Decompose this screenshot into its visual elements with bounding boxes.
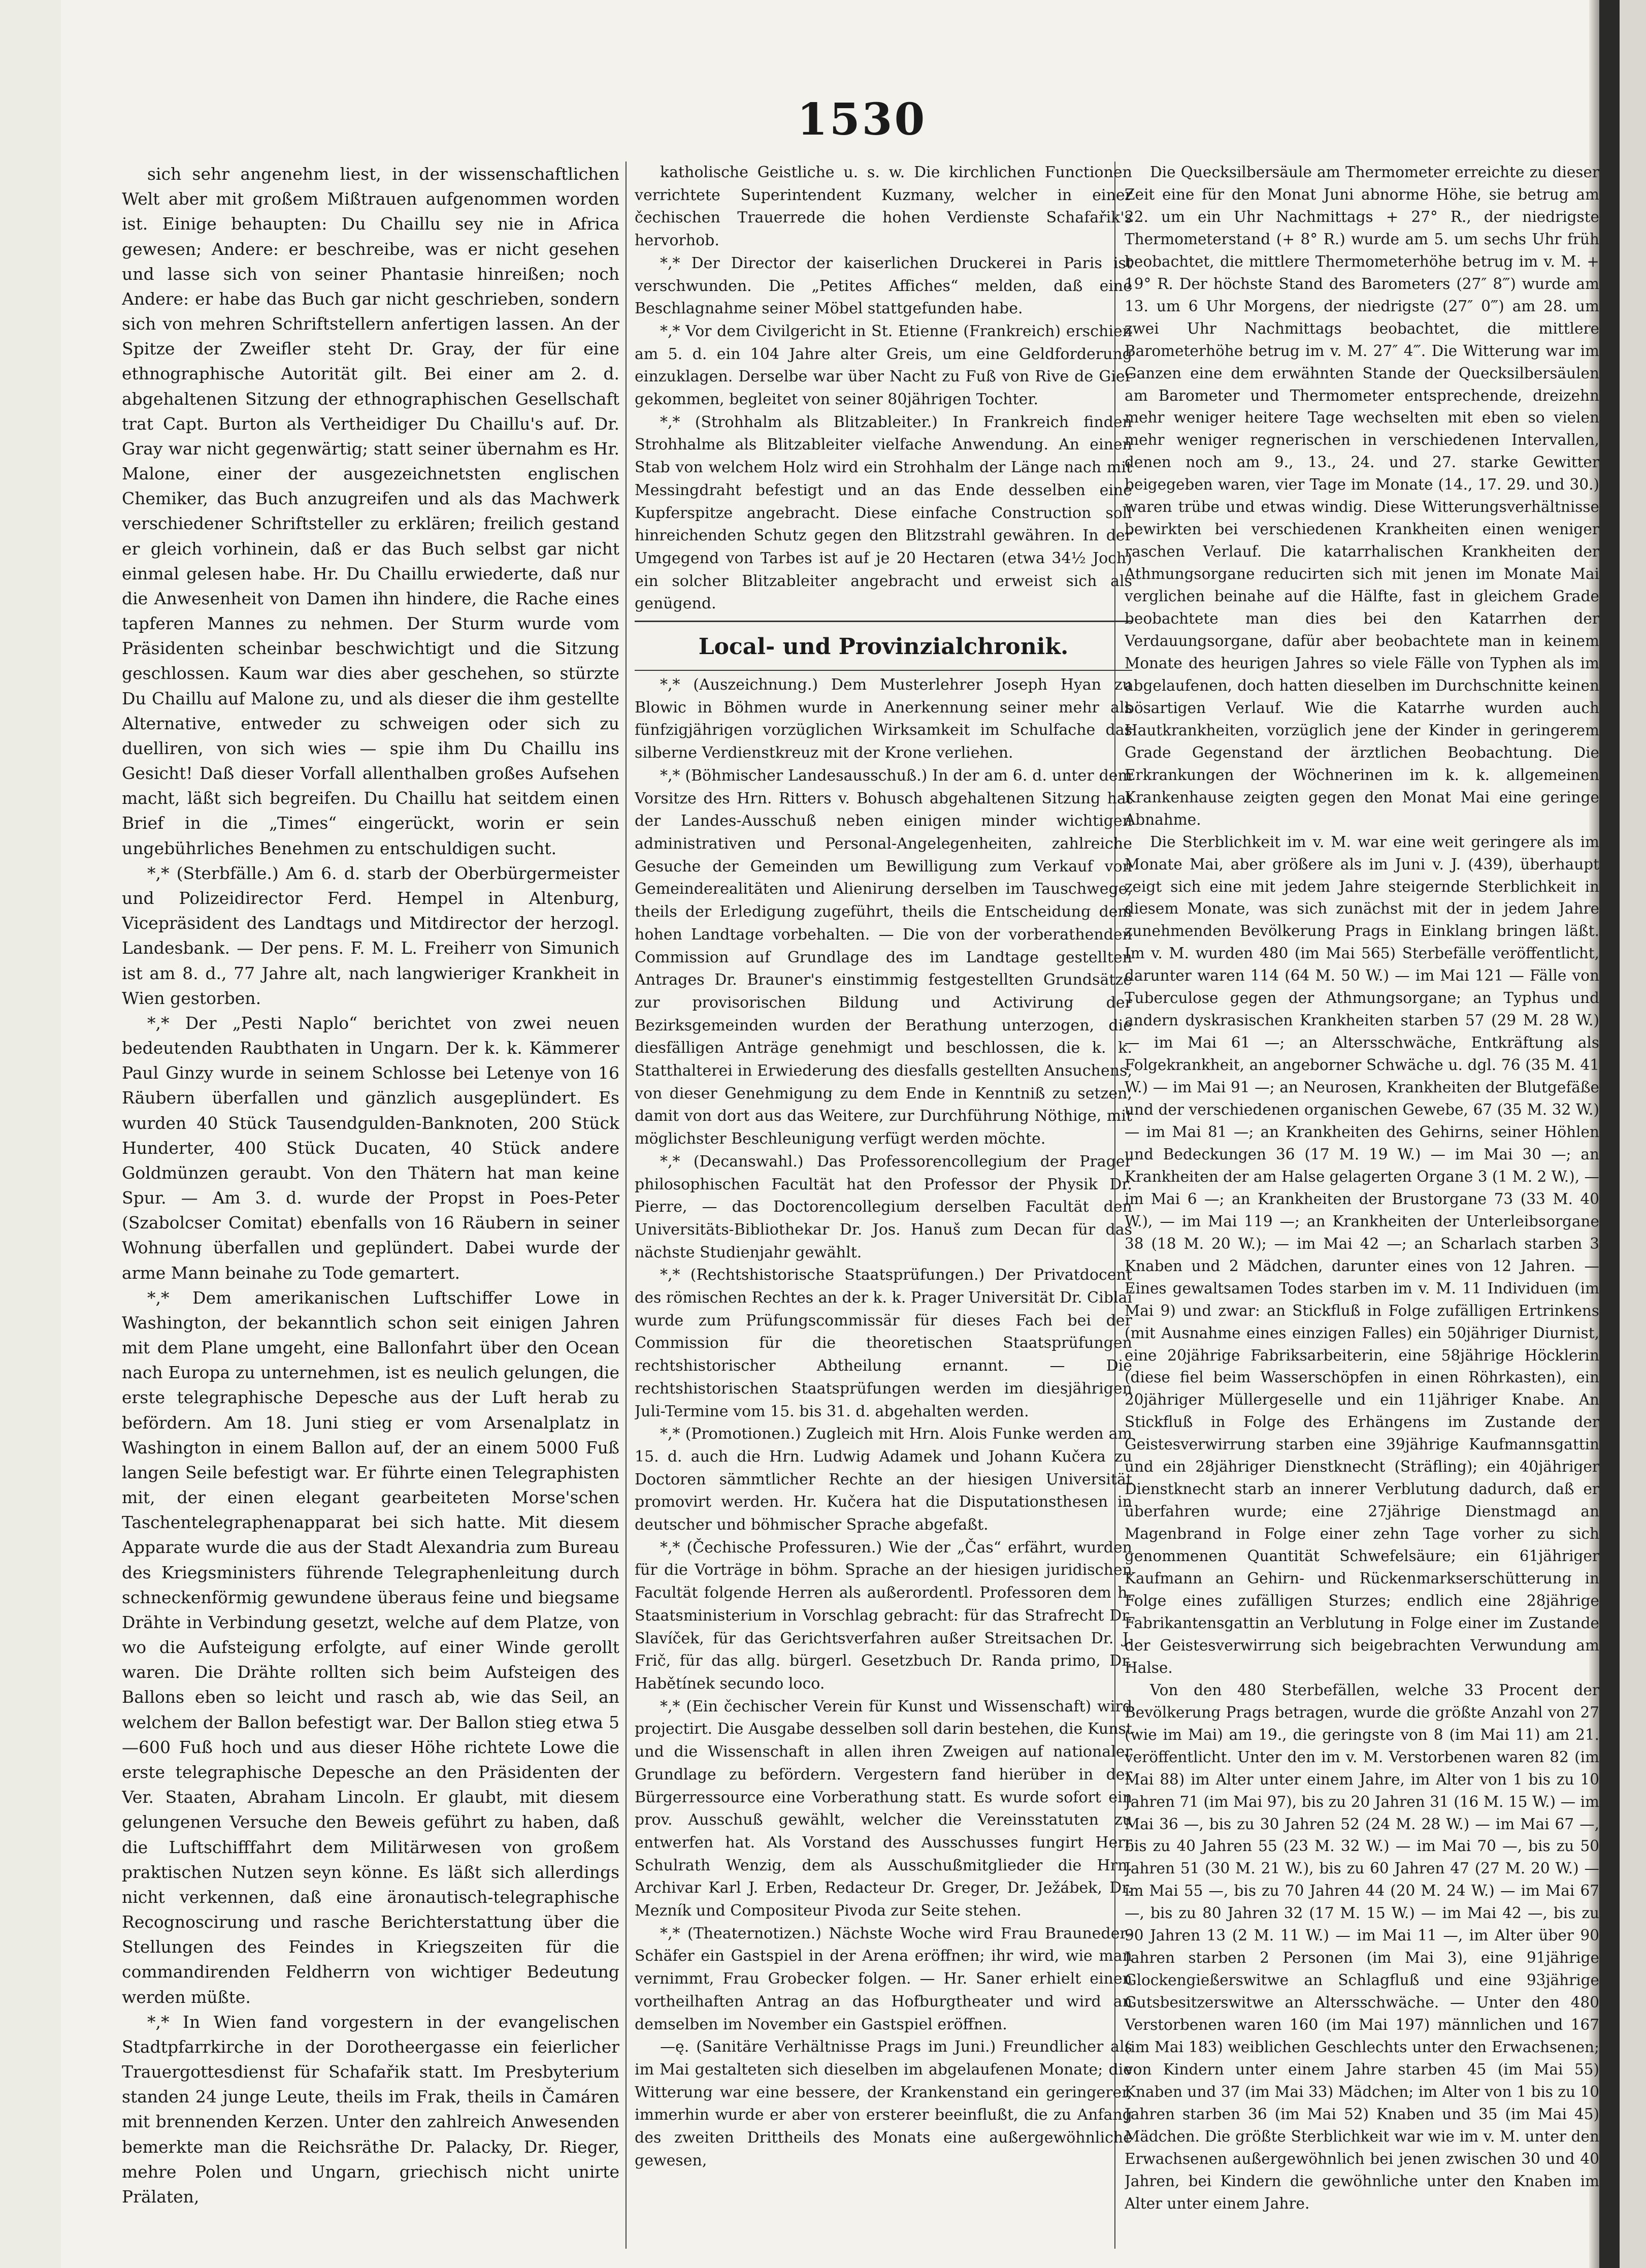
paragraph: Die Sterblichkeit im v. M. war eine weit geringere als im Monate Mai, aber größere als im Juni v. J. (439), überhaupt zeigt sich eine mit jedem Jahre steigernde Sterblichkeit in diesem Monate, was sich zunächst mit der in jedem Jahre zunehmenden Bevölkerung Prags in Einklang bringen läßt. Im v. M. wurden 480 (im Mai 565) Sterbefälle veröffentlicht, darunter waren 114 (64 M. 50 W.) — im Mai 121 — Fälle von Tuberculose gegen der Athmungsorgane; an Typhus und andern dyskrasischen Krankheiten starben 57 (29 M. 28 W.) — im Mai 61 —; an Altersschwäche, Entkräftung als Folgekrankheit, an angeborner Schwäche u. dgl. 76 (35 M. 41 W.) — im Mai 91 —; an Neurosen, Krankheiten der Blutgefäße und der verschiedenen organischen Gewebe, 67 (35 M. 32 W.) — im Mai 81 —; an Krankheiten des Gehirns, seiner Höhlen und Bedeckungen 36 (17 M. 19 W.) — im Mai 30 —; an Krankheiten der am Halse gelagerten Organe 3 (1 M. 2 W.), — im Mai 6 —; an Krankheiten der Brustorgane 73 (33 M. 40 W.), — im Mai 119 —; an Krankheiten der Unterleibsorgane 38 (18 M. 20 W.); — im Mai 42 —; an Scharlach starben 3 Knaben und 2 Mädchen, darunter eines von 12 Jahren. — Eines gewaltsamen Todes starben im v. M. 11 Individuen (im Mai 9) und zwar: an Stickfluß in Folge zufälligen Ertrinkens (mit Ausnahme eines einzigen Falles) ein 50jähriger Diurnist, eine 20jährige Fabriksarbeiterin, eine 58jährige Höcklerin (diese fiel beim Wasserschöpfen in einen Röhrkasten), ein 20jähriger Müllergeselle und ein 11jähriger Knabe. An Stickfluß in Folge des Erhängens im Zustande der Geistesverwirrung starben eine 39jährige Kaufmannsgattin und ein 28jähriger Dienstknecht (Sträfling); ein 40jähriger Dienstknecht starb an innerer Verblutung dadurch, daß er überfahren wurde; eine 27jährige Dienstmagd an Magenbrand in Folge einer zehn Tage vorher zu sich genommenen Quantität Schwefelsäure; ein 61jähriger Kaufmann an Gehirn- und Rückenmarkserschütterung in Folge eines zufälligen Sturzes; endlich eine 28jährige Fabrikantensgattin an Verblutung in Folge einer im Zustande der Geistesverwirrung sich beigebrachten Verwundung am Halse. <box>1125 833 1599 1676</box>
paragraph: *,* Vor dem Civilgericht in St. Etienne (Frankreich) erschien am 5. d. ein 104 Jahre alter Greis, um eine Geldforderung einzuklagen. Derselbe war über Nacht zu Fuß von Rive de Gier gekommen, begleitet von seiner 80jährigen Tochter. <box>635 322 1132 409</box>
paragraph: *,* (Promotionen.) Zugleich mit Hrn. Alois Funke werden am 15. d. auch die Hrn. Ludwig Adamek und Johann Kučera zu Doctoren sämmtlicher Rechte an der hiesigen Universität promovirt werden. Hr. Kučera hat die Disputationsthesen in deutscher und böhmischer Sprache abgefaßt. <box>635 1425 1132 1534</box>
adjacent-page-edge <box>1620 0 1646 2268</box>
paragraph: *,* (Strohhalm als Blitzableiter.) In Frankreich finden Strohhalme als Blitzableiter vielfache Anwendung. An einen Stab von welchem Holz wird ein Strohhalm der Länge nach mit Messingdraht befestigt und an das Ende desselben eine Kupferspitze angebracht. Diese einfache Construction soll hinreichenden Schutz gegen den Blitzstrahl gewähren. In der Umgegend von Tarbes ist auf je 20 Hectaren (etwa 34½ Joch) ein solcher Blitzableiter angebracht und erweist sich als genügend. <box>635 413 1132 613</box>
paragraph: Von den 480 Sterbefällen, welche 33 Procent der Bevölkerung Prags betragen, wurde die größte Anzahl von 27 (wie im Mai) am 19., die geringste von 8 (im Mai 11) am 21. veröffentlicht. Unter den im v. M. Verstorbenen waren 82 (im Mai 88) im Alter unter einem Jahre, im Alter von 1 bis zu 10 Jahren 71 (im Mai 97), bis zu 20 Jahren 31 (16 M. 15 W.) — im Mai 36 —, bis zu 30 Jahren 52 (24 M. 28 W.) — im Mai 67 —, bis zu 40 Jahren 55 (23 M. 32 W.) — im Mai 70 —, bis zu 50 Jahren 51 (30 M. 21 W.), bis zu 60 Jahren 47 (27 M. 20 W.) — im Mai 55 —, bis zu 70 Jahren 44 (20 M. 24 W.) — im Mai 67 —, bis zu 80 Jahren 32 (17 M. 15 W.) — im Mai 42 —, bis zu 90 Jahren 13 (2 M. 11 W.) — im Mai 11 —, im Alter über 90 Jahren starben 2 Personen (im Mai 3), eine 91jährige Glockengießerswitwe an Schlagfluß und eine 93jährige Gutsbesitzerswitwe an Altersschwäche. — Unter den 480 Verstorbenen waren 160 (im Mai 197) männlichen und 167 (im Mai 183) weiblichen Geschlechts unter den Erwachsenen; von Kindern unter einem Jahre starben 45 (im Mai 55) Knaben und 37 (im Mai 33) Mädchen; im Alter von 1 bis zu 10 Jahren starben 36 (im Mai 52) Knaben und 35 (im Mai 45) Mädchen. Die größte Sterblichkeit war wie im v. M. unter den Erwachsenen außergewöhnlich bei jenen zwischen 30 und 40 Jahren, bei Kindern die gewöhnliche unter den Knaben im Alter unter einem Jahre. <box>1125 1681 1599 2212</box>
paragraph: katholische Geistliche u. s. w. Die kirchlichen Functionen verrichtete Superintendent Kuzmany, welcher in einer čechischen Trauerrede die hohen Verdienste Schafařik's hervorhob. <box>635 164 1132 250</box>
page-number: 1530 <box>797 94 927 145</box>
paragraph: *,* (Ein čechischer Verein für Kunst und Wissenschaft) wird projectirt. Die Ausgabe desselben soll darin bestehen, die Kunst und die Wissenschaft in allen ihren Zweigen auf nationaler Grundlage zu befördern. Vergestern fand hierüber in der Bürgerressource eine Vorberathung statt. Es wurde sofort ein prov. Ausschuß gewählt, welcher die Vereinsstatuten zu entwerfen hat. Als Vorstand des Ausschusses fungirt Herr Schulrath Wenzig, dem als Ausschußmitglieder die Hrn. Archivar Karl J. Erben, Redacteur Dr. Greger, Dr. Ježábek, Dr. Mezník und Compositeur Pivoda zur Seite stehen. <box>635 1697 1132 1920</box>
paragraph: sich sehr angenehm liest, in der wissenschaftlichen Welt aber mit großem Mißtrauen aufgenommen worden ist. Einige behaupten: Du Chaillu sey nie in Africa gewesen; Andere: er beschreibe, was er nicht gesehen und lasse sich von seiner Phantasie hinreißen; noch Andere: er habe das Buch gar nicht geschrieben, sondern sich von mehren Schriftstellern anfertigen lassen. An der Spitze der Zweifler steht Dr. Gray, der für eine ethnographische Autorität gilt. Bei einer am 2. d. abgehaltenen Sitzung der ethnographischen Gesellschaft trat Capt. Burton als Vertheidiger Du Chaillu's auf. Dr. Gray war nicht gegenwärtig; statt seiner übernahm es Hr. Malone, einer der ausgezeichnetsten englischen Chemiker, das Buch anzugreifen und als das Machwerk verschiedener Schriftsteller zu erklären; freilich gestand er gleich vorhinein, daß er das Buch selbst gar nicht einmal gelesen habe. Hr. Du Chaillu erwiederte, daß nur die Anwesenheit von Damen ihn hindere, die Rache eines tapferen Mannes zu nehmen. Der Sturm wurde vom Präsidenten scheinbar beschwichtigt und die Sitzung geschlossen. Kaum war dies aber geschehen, so stürzte Du Chaillu auf Malone zu, und als dieser die ihm gestellte Alternative, entweder zu schweigen oder sich zu duelliren, von sich wies — spie ihm Du Chaillu ins Gesicht! Daß dieser Vorfall allenthalben großes Aufsehen macht, läßt sich begreifen. Du Chaillu hat seitdem einen Brief in die „Times“ eingerückt, worin er sein ungebührliches Benehmen zu entschuldigen sucht. <box>122 164 619 858</box>
column-1 <box>122 161 619 2249</box>
paragraph: *,* (Auszeichnung.) Dem Musterlehrer Joseph Hyan zu Blowic in Böhmen wurde in Anerkennung seiner mehr als fünfzigjährigen vorzüglichen Wirksamkeit im Schulfache das silberne Verdienstkreuz mit der Krone verliehen. <box>635 676 1132 762</box>
paragraph: Die Quecksilbersäule am Thermometer erreichte zu dieser Zeit eine für den Monat Juni abnorme Höhe, sie betrug am 22. um ein Uhr Nachmittags + 27° R., der niedrigste Thermometerstand (+ 8° R.) wurde am 5. um sechs Uhr früh beobachtet, die mittlere Thermometerhöhe betrug im v. M. + 19° R. Der höchste Stand des Barometers (27″ 8‴) wurde am 13. um 6 Uhr Morgens, der niedrigste (27″ 0‴) am 28. um zwei Uhr Nachmittags beobachtet, die mittlere Barometerhöhe betrug im v. M. 27″ 4‴. Die Witterung war im Ganzen eine dem erwähnten Stande der Quecksilbersäulen am Barometer und Thermometer entsprechende, dreizehn mehr weniger heitere Tage wechselten mit eben so vielen mehr weniger regnerischen in verschiedenen Intervallen, denen noch am 9., 13., 24. und 27. starke Gewitter beigegeben waren, vier Tage im Monate (14., 17. 29. und 30.) waren trübe und etwas windig. Diese Witterungsverhältnisse bewirkten bei verschiedenen Krankheiten einen weniger raschen Verlauf. Die katarrhalischen Krankheiten der Athmungsorgane reducirten sich mit jenen im Monate Mai verglichen beinahe auf die Hälfte, fast in gleichem Grade beobachtete man dies bei den Katarrhen der Verdauungsorgane, dafür aber beobachtete man in keinem Monate des heurigen Jahres so viele Fälle von Typhen als im abgelaufenen, doch hatten dieselben im Durchschnitte keinen bösartigen Verlauf. Wie die Katarrhe wurden auch Hautkrankheiten, vorzüglich jene der Kinder in geringerem Grade Gegenstand der ärztlichen Beobachtung. Die Erkrankungen der Wöchnerinen im k. k. allgemeinen Krankenhause zeigten gegen den Monat Mai eine geringe Abnahme. <box>1125 164 1599 828</box>
paragraph: —ę. (Sanitäre Verhältnisse Prags im Juni.) Freundlicher als im Mai gestalteten sich dieselben im abgelaufenen Monate; die Witterung war eine bessere, der Krankenstand ein geringerer, immerhin wurde er aber von ersterer beeinflußt, die zu Anfang des zweiten Drittheils des Monats eine außergewöhnliche gewesen, <box>635 2038 1132 2169</box>
section-rule <box>635 621 1132 622</box>
paragraph: *,* In Wien fand vorgestern in der evangelischen Stadtpfarrkirche in der Dorotheergasse ein feierlicher Trauergottesdienst für Schafařik statt. Im Presbyterium standen 24 junge Leute, theils im Frak, theils in Čamáren mit brennenden Kerzen. Unter den zahlreich Anwesenden bemerkte man die Reichsräthe Dr. Palacky, Dr. Rieger, mehre Polen und Ungarn, griechisch nicht unirte Prälaten, <box>122 2012 619 2207</box>
paragraph: *,* Dem amerikanischen Luftschiffer Lowe in Washington, der bekanntlich schon seit einigen Jahren mit dem Plane umgeht, eine Ballonfahrt über den Ocean nach Europa zu unternehmen, ist es neulich gelungen, die erste telegraphische Depesche aus der Luft herab zu befördern. Am 18. Juni stieg er vom Arsenalplatz in Washington in einem Ballon auf, der an einem 5000 Fuß langen Seile befestigt war. Er führte einen Telegraphisten mit, der einen elegant gearbeiteten Morse'schen Taschentelegraphenapparat bei sich hatte. Mit diesem Apparate wurde die aus der Stadt Alexandria zum Bureau des Kriegsministers führende Telegraphenleitung durch schneckenförmig gewundene überaus feine und biegsame Drähte in Verbindung gesetzt, welche auf dem Platze, von wo die Aufsteigung erfolgte, auf einer Winde gerollt waren. Die Drähte rollten sich beim Aufsteigen des Ballons eben so leicht und rasch ab, wie das Seil, an welchem der Ballon befestigt war. Der Ballon stieg etwa 5—600 Fuß hoch und aus dieser Höhe richtete Lowe die erste telegraphische Depesche an den Präsidenten der Ver. Staaten, Abraham Lincoln. Er glaubt, mit diesem gelungenen Versuche den Beweis geführt zu haben, daß die Luftschifffahrt dem Militärwesen von großem praktischen Nutzen seyn könne. Es läßt sich allerdings nicht verkennen, daß eine äronautisch-telegraphische Recognoscirung und rasche Berichterstattung über die Stellungen des Feindes in Kriegszeiten für die commandirenden Feldherrn von wichtiger Bedeutung werden müßte. <box>122 1287 619 2007</box>
paragraph: *,* (Sterbfälle.) Am 6. d. starb der Oberbürgermeister und Polizeidirector Ferd. Hempel in Altenburg, Vicepräsident des Landtags und Mitdirector der herzogl. Landesbank. — Der pens. F. M. L. Freiherr von Simunich ist am 8. d., 77 Jahre alt, nach langwieriger Krankheit in Wien gestorben. <box>122 863 619 1008</box>
paragraph: *,* (Čechische Professuren.) Wie der „Čas“ erfährt, wurden für die Vorträge in böhm. Sprache an der hiesigen juridischen Facultät folgende Herren als außerordentl. Professoren dem h. Staatsministerium in Vorschlag gebracht: für das Strafrecht Dr. Slavíček, für das Gerichtsverfahren außer Streitsachen Dr. J. Frič, für das allg. bürgerl. Gesetzbuch Dr. Randa primo, Dr. Habětínek secundo loco. <box>635 1538 1132 1693</box>
column-2 <box>635 161 1132 2249</box>
paragraph: *,* (Böhmischer Landesausschuß.) In der am 6. d. unter dem Vorsitze des Hrn. Ritters v. Bohusch abgehaltenen Sitzung hat der Landes-Ausschuß neben einigen minder wichtigen administrativen und Personal-Angelegenheiten, zahlreiche Gesuche der Gemeinden um Bewilligung zum Verkauf von Gemeinderealitäten und Alienirung derselben im Tauschwege, theils der Erledigung zugeführt, theils die Entscheidung dem hohen Landtage vorbehalten. — Die von der vorberathenden Commission auf Grundlage des im Landtage gestellten Antrages Dr. Brauner's einstimmig festgestellten Grundsätze zur provisorischen Bildung und Activirung der Bezirksgemeinden wurden der Berathung unterzogen, die diesfälligen Anträge genehmigt und beschlossen, die k. k. Statthalterei in Erwiederung des diesfalls gestellten Ansuchens, von dieser Genehmigung zu dem Ende in Kenntniß zu setzen, damit von dort aus das Weitere, zur Durchführung Nöthige, mit möglichster Beschleunigung verfügt werden möchte. <box>635 766 1132 1148</box>
paragraph: *,* Der Director der kaiserlichen Druckerei in Paris ist verschwunden. Die „Petites Affiches“ melden, daß eine Beschlagnahme seiner Möbel stattgefunden habe. <box>635 254 1132 318</box>
paragraph: *,* (Decanswahl.) Das Professorencollegium der Prager philosophischen Facultät hat den Professor der Physik Dr. Pierre, — das Doctorencollegium derselben Facultät den Universitäts-Bibliothekar Dr. Jos. Hanuš zum Decan für das nächste Studienjahr gewählt. <box>635 1152 1132 1261</box>
column-rule <box>626 161 627 2249</box>
section-heading: Local- und Provinzialchronik. <box>698 634 1069 660</box>
paragraph: *,* (Theaternotizen.) Nächste Woche wird Frau Brauneder-Schäfer ein Gastspiel in der Arena eröffnen; ihr wird, wie man vernimmt, Frau Grobecker folgen. — Hr. Saner erhielt einen vortheilhaften Antrag an das Hofburgtheater und wird an demselben im November ein Gastspiel eröffnen. <box>635 1924 1132 2033</box>
paragraph: *,* (Rechtshistorische Staatsprüfungen.) Der Privatdocent des römischen Rechtes an der k. k. Prager Universität Dr. Ciblaí wurde zum Prüfungscommissär für dieses Fach bei der Commission für die theoretischen Staatsprüfungen rechtshistorischer Abtheilung ernannt. — Die rechtshistorischen Staatsprüfungen werden im diesjährigen Juli-Termine vom 15. bis 31. d. abgehalten werden. <box>635 1266 1132 1420</box>
column-3 <box>1125 161 1599 2249</box>
section-rule <box>635 670 1132 671</box>
paragraph: *,* Der „Pesti Naplo“ berichtet von zwei neuen bedeutenden Raubthaten in Ungarn. Der k. k. Kämmerer Paul Ginzy wurde in seinem Schlosse bei Letenye von 16 Räubern überfallen und gänzlich ausgeplündert. Es wurden 40 Stück Tausendgulden-Banknoten, 200 Stück Hunderter, 400 Stück Ducaten, 40 Stück andere Goldmünzen geraubt. Von den Thätern hat man keine Spur. — Am 3. d. wurde der Propst in Poes-Peter (Szabolcser Comitat) ebenfalls von 16 Räubern in seiner Wohnung überfallen und geplündert. Dabei wurde der arme Mann beinahe zu Tode gemartert. <box>122 1013 619 1283</box>
